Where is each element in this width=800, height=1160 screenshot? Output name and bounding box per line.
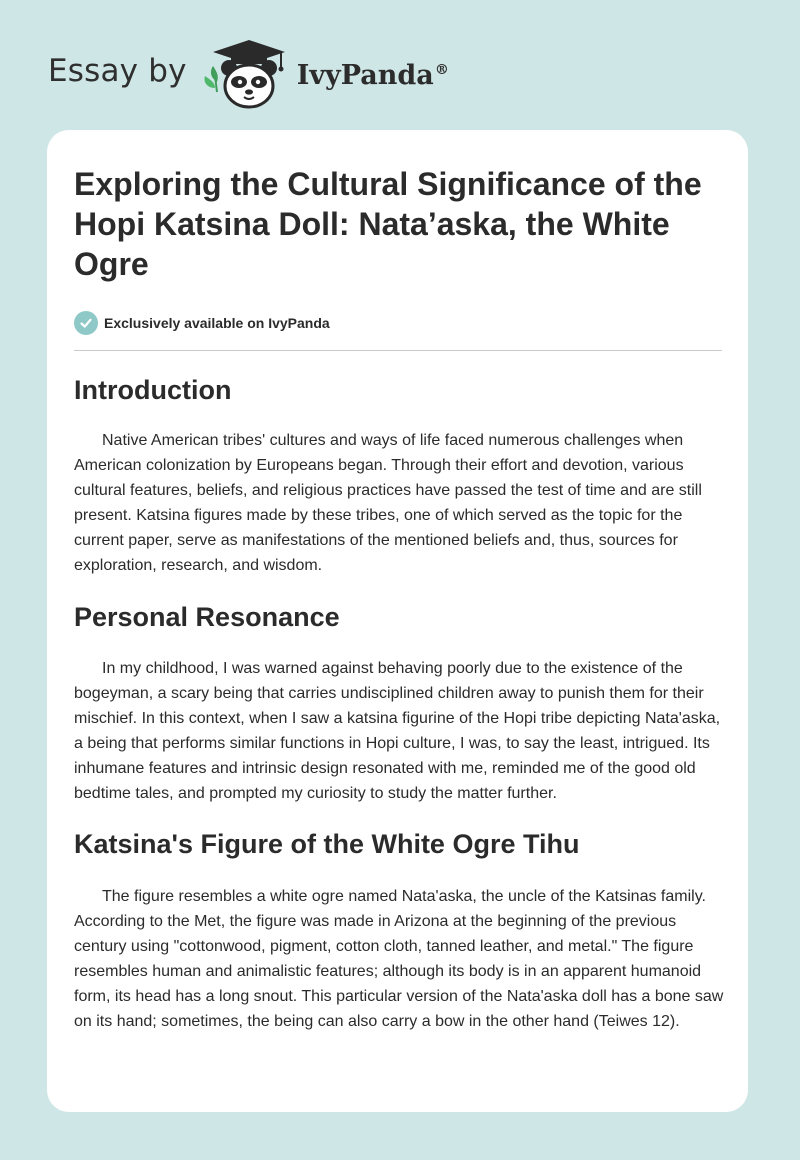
essay-title: Exploring the Cultural Significance of the Hopi Katsina Doll: Nata’aska, the White Ogre [74,166,702,282]
section-personal-resonance [74,600,722,806]
panda-graduate-icon [201,36,293,112]
brand-header [48,36,449,112]
section-heading: Introduction [74,375,232,405]
brand-prefix: Essay by [48,53,187,89]
brand-name-text: IvyPanda [296,59,434,91]
check-icon [74,311,98,335]
section-paragraph: Native American tribes' cultures and ways of life faced numerous challenges when American colonization by Europeans began. Through their effort and devotion, various cultural features, beliefs, and religious practices have passed the test of time and are still present. Katsina figures made by these tribes, one of which served as the topic for the current paper, serve as manifestations of the mentioned beliefs and, thus, sources for exploration, research, and wisdom. [74,432,702,574]
section-paragraph: In my childhood, I was warned against behaving poorly due to the existence of the bogeyman, a scary being that carries undisciplined children away to punish them for their mischief. In this context, when I saw a katsina figurine of the Hopi tribe depicting Nata'aska, a being that performs similar functions in Hopi culture, I was, to say the least, intrigued. Its inhumane features and intrinsic design resonated with me, reminded me of the good old bedtime tales, and prompted my curiosity to study the matter further. [74,660,721,802]
section-heading: Personal Resonance [74,602,340,632]
registered-mark: ® [434,61,449,78]
exclusive-badge [74,310,722,336]
brand-name [297,60,449,91]
badge-label: Exclusively available on IvyPanda [104,315,330,331]
section-katsina-figure [74,827,722,1034]
section-paragraph: The figure resembles a white ogre named Nata'aska, the uncle of the Katsinas family. According to the Met, the figure was made in Arizona at the beginning of the previous century using "cottonwood, pigment, cotton cloth, tanned leather, and metal." The figure resembles human and animalistic features; although its body is in an apparent humanoid form, its head has a long snout. This particular version of the Nata'aska doll has a bone saw on its hand; sometimes, the being can also carry a bow in the other hand (Teiwes 12). [74,888,724,1030]
divider [74,350,722,351]
section-heading: Katsina's Figure of the White Ogre Tihu [74,829,580,859]
essay-card [47,130,748,1112]
section-introduction [74,373,722,578]
